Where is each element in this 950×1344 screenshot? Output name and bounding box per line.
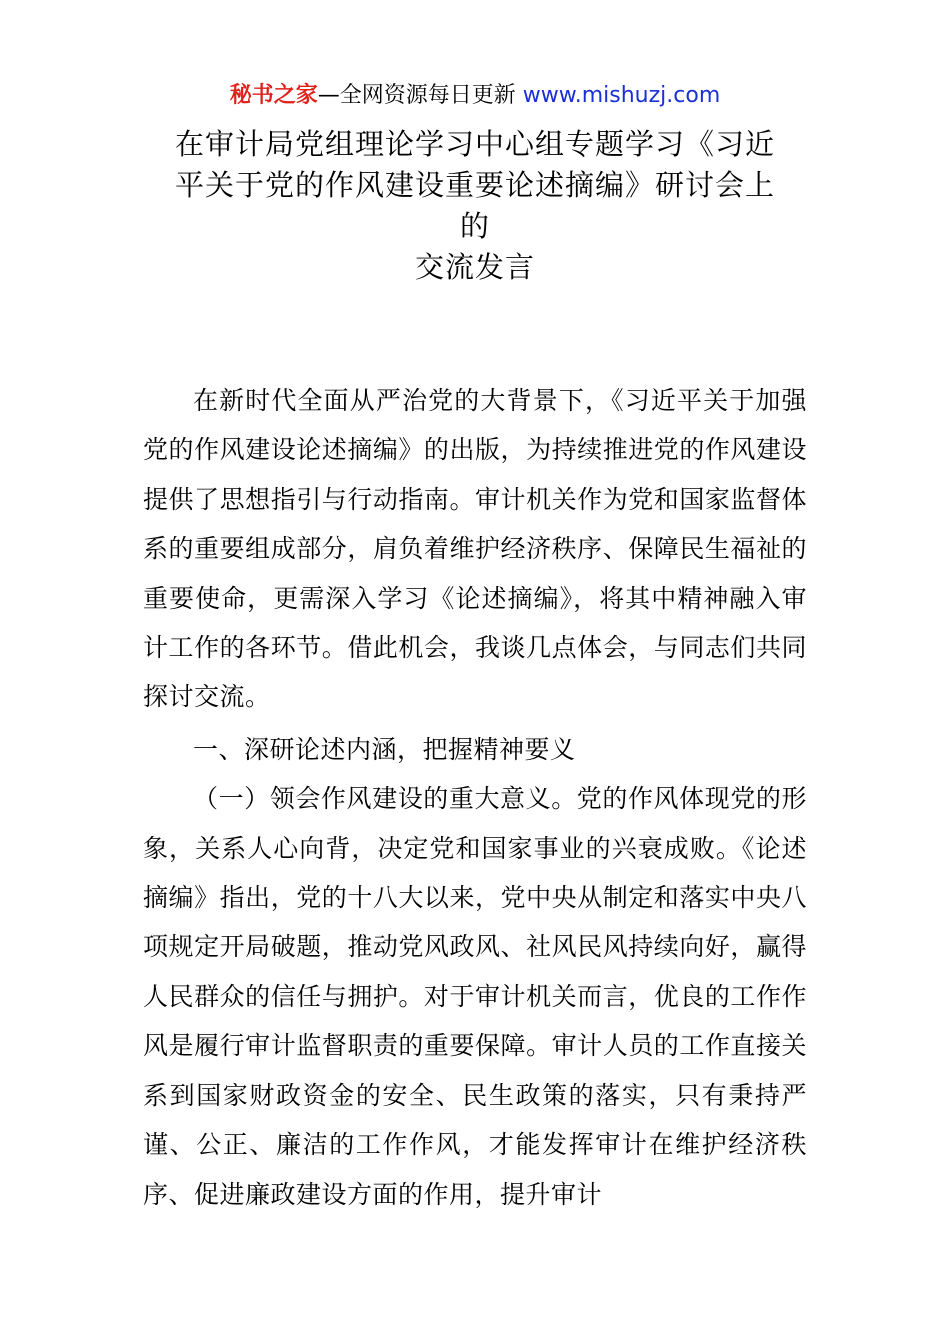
document-body xyxy=(143,376,807,1219)
title-line: 交流发言 xyxy=(414,250,535,284)
intro-paragraph: 在新时代全面从严治党的大背景下，《习近平关于加强党的作风建设论述摘编》的出版，为持续推进党的作风建设提供了思想指引与行动指南。审计机关作为党和国家监督体系的重要组成部分，肩负着维护经济秩序、保障民生福祉的重要使命，更需深入学习《论述摘编》，将其中精神融入审计工作的各环节。借此机会，我谈几点体会，与同志们共同探讨交流。 xyxy=(143,386,807,712)
title-line: 在审计局党组理论学习中心组专题学习《习近 xyxy=(174,127,775,161)
site-brand: 秘书之家 xyxy=(229,83,318,108)
site-url-link[interactable]: www.mishuzj.com xyxy=(522,83,721,108)
site-header xyxy=(0,80,950,112)
section-heading: 一、深研论述内涵，把握精神要义 xyxy=(193,734,576,764)
title-line: 平关于党的作风建设重要论述摘编》研讨会上 xyxy=(174,168,775,202)
site-tagline: —全网资源每日更新 xyxy=(317,83,516,108)
document-title xyxy=(140,124,810,288)
body-paragraph: （一）领会作风建设的重大意义。党的作风体现党的形象，关系人心向背，决定党和国家事业的兴衰成败。《论述摘编》指出，党的十八大以来，党中央从制定和落实中央八项规定开局破题，推动党风政风、社风民风持续向好，赢得人民群众的信任与拥护。对于审计机关而言，优良的工作作风是履行审计监督职责的重要保障。审计人员的工作直接关系到国家财政资金的安全、民生政策的落实，只有秉持严谨、公正、廉洁的工作作风，才能发挥审计在维护经济秩序、促进廉政建设方面的作用，提升审计 xyxy=(143,784,807,1209)
title-line: 的 xyxy=(459,209,490,243)
